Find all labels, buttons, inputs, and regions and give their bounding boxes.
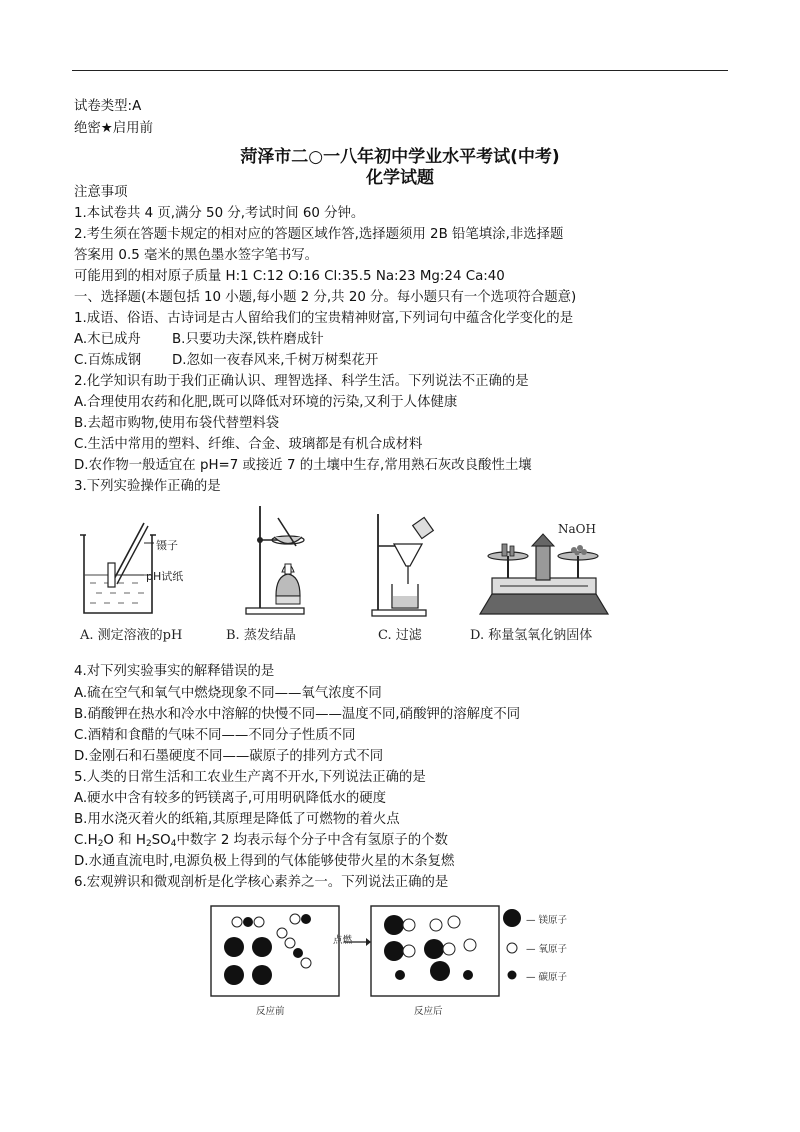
- q2-option-c: C.生活中常用的塑料、纤维、合金、玻璃都是有机合成材料: [74, 437, 423, 452]
- note-2a: 2.考生须在答题卡规定的相对应的答题区域作答,选择题须用 2B 铅笔填涂,非选择题: [74, 227, 564, 242]
- tweezers-label: 镊子: [156, 539, 178, 552]
- q4-stem: 4.对下列实验事实的解释错误的是: [74, 664, 275, 679]
- q4-option-c: C.酒精和食醋的气味不同——不同分子性质不同: [74, 728, 356, 743]
- section-1-heading: 一、选择题(本题包括 10 小题,每小题 2 分,共 20 分。每小题只有一个选项符合题意): [74, 290, 577, 305]
- q1-option-b: B.只要功夫深,铁杵磨成针: [172, 332, 324, 347]
- note-2b: 答案用 0.5 毫米的黑色墨水签字笔书写。: [74, 248, 319, 263]
- q1-option-d: D.忽如一夜春风来,千树万树梨花开: [172, 353, 379, 368]
- reaction-after-box: [370, 905, 500, 997]
- atomic-masses: 可能用到的相对原子质量 H:1 C:12 O:16 Cl:35.5 Na:23 Mg:24 Ca:40: [74, 269, 505, 284]
- legend-oxygen: — 氧原子: [526, 944, 568, 955]
- q2-option-d: D.农作物一般适宜在 pH=7 或接近 7 的土壤中生存,常用熟石灰改良酸性土壤: [74, 458, 532, 473]
- filtration-figure: [366, 508, 446, 620]
- paper-type: 试卷类型:A: [74, 99, 142, 114]
- q2-option-a: A.合理使用农药和化肥,既可以降低对环境的污染,又利于人体健康: [74, 395, 458, 410]
- evaporation-figure: [236, 500, 316, 618]
- q4-option-d: D.金刚石和石墨硬度不同——碳原子的排列方式不同: [74, 749, 384, 764]
- note-1: 1.本试卷共 4 页,满分 50 分,考试时间 60 分钟。: [74, 206, 365, 221]
- arrow-label: 点燃: [333, 935, 353, 946]
- caption-d: D. 称量氢氧化钠固体: [470, 628, 593, 643]
- caption-b: B. 蒸发结晶: [226, 628, 296, 643]
- caption-c: C. 过滤: [378, 628, 422, 643]
- exam-subtitle: 化学试题: [366, 168, 434, 188]
- q5-stem: 5.人类的日常生活和工农业生产离不开水,下列说法正确的是: [74, 770, 426, 785]
- q5-option-c: $C.H_2O$ 和 $H_2SO_4$中数字 2 均表示每个分子中含有氢原子的个数: [74, 833, 448, 849]
- legend-magnesium: — 镁原子: [526, 915, 568, 926]
- q5-option-b: B.用水浇灭着火的纸箱,其原理是降低了可燃物的着火点: [74, 812, 400, 827]
- after-label: 反应后: [414, 1006, 443, 1017]
- ph-paper-label: pH试纸: [146, 570, 184, 583]
- q4-option-a: A.硫在空气和氧气中燃烧现象不同——氧气浓度不同: [74, 686, 382, 701]
- caption-a: A. 测定溶液的pH: [80, 628, 183, 643]
- naoh-label: NaOH: [558, 522, 596, 536]
- q5-option-a: A.硬水中含有较多的钙镁离子,可用明矾降低水的硬度: [74, 791, 387, 806]
- q1-stem: 1.成语、俗语、古诗词是古人留给我们的宝贵精神财富,下列词句中蕴含化学变化的是: [74, 311, 574, 326]
- top-rule: [72, 70, 728, 71]
- notes-heading: 注意事项: [74, 185, 128, 200]
- reaction-before-box: [210, 905, 340, 997]
- before-label: 反应前: [256, 1006, 285, 1017]
- legend-atoms: [502, 908, 526, 992]
- q5-option-d: D.水通直流电时,电源负极上得到的气体能够使带火星的木条复燃: [74, 854, 455, 869]
- balance-figure: [478, 526, 610, 618]
- q1-option-c: C.百炼成钢: [74, 353, 142, 368]
- q2-stem: 2.化学知识有助于我们正确认识、理智选择、科学生活。下列说法不正确的是: [74, 374, 529, 389]
- q4-option-b: B.硝酸钾在热水和冷水中溶解的快慢不同——温度不同,硝酸钾的溶解度不同: [74, 707, 521, 722]
- exam-title: 菏泽市二○一八年初中学业水平考试(中考): [240, 147, 560, 167]
- secrecy-mark: 绝密★启用前: [74, 121, 153, 136]
- q2-option-b: B.去超市购物,使用布袋代替塑料袋: [74, 416, 280, 431]
- q3-stem: 3.下列实验操作正确的是: [74, 479, 221, 494]
- q1-option-a: A.木已成舟: [74, 332, 141, 347]
- q6-stem: 6.宏观辨识和微观剖析是化学核心素养之一。下列说法正确的是: [74, 875, 449, 890]
- legend-carbon: — 碳原子: [526, 972, 568, 983]
